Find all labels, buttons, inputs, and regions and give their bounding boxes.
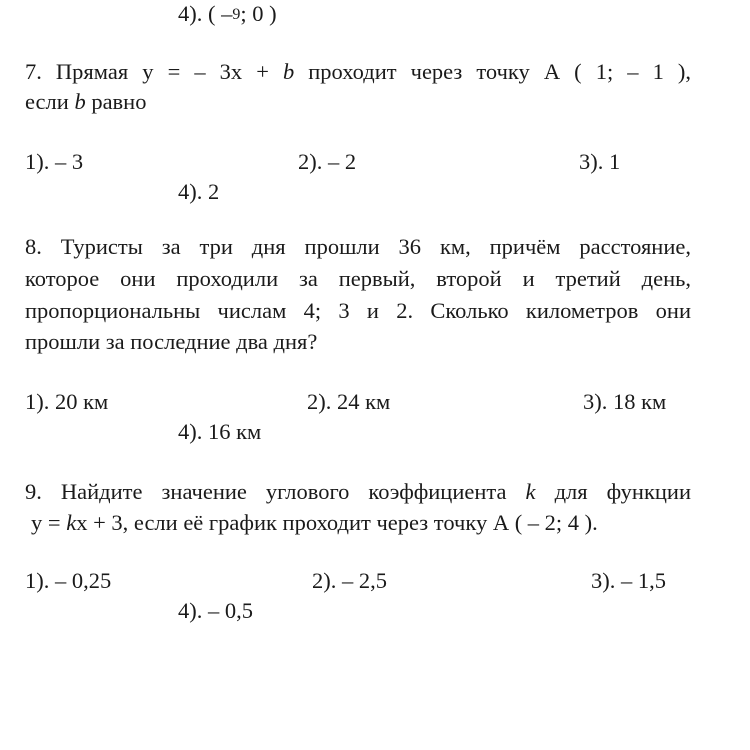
q8-option-3: 3). 18 км bbox=[583, 389, 667, 414]
q9-line2-variable-k: k bbox=[66, 510, 77, 535]
q9-line1-part-a: 9. Найдите значение углового коэффициента bbox=[25, 479, 507, 504]
q7-option-3: 3). 1 bbox=[579, 149, 621, 174]
q7-line1-variable-b: b bbox=[282, 59, 295, 84]
q7-text-line-2 bbox=[25, 91, 146, 114]
option-text-after: ; 0 ) bbox=[240, 1, 277, 26]
q8-text-line-3: пропорциональны числам 4; 3 и 2. Сколько километров они bbox=[25, 298, 691, 323]
q7-option-4: 4). 2 bbox=[178, 179, 220, 204]
q8-option-4: 4). 16 км bbox=[178, 419, 262, 444]
option-text-small: 9 bbox=[232, 6, 241, 23]
q9-line1-part-c: для функции bbox=[554, 479, 691, 504]
q8-option-2: 2). 24 км bbox=[307, 389, 391, 414]
q9-option-2: 2). – 2,5 bbox=[312, 568, 387, 593]
q8-option-1: 1). 20 км bbox=[25, 389, 109, 414]
q9-line2-part-a: y = bbox=[31, 510, 61, 535]
q9-option-3: 3). – 1,5 bbox=[591, 568, 666, 593]
q9-option-1: 1). – 0,25 bbox=[25, 568, 112, 593]
q9-text-line-1 bbox=[25, 481, 691, 504]
q9-text-line-2 bbox=[31, 512, 598, 535]
q9-line2-part-c: x + 3, если её график проходит через точку А ( – 2; 4 ). bbox=[76, 510, 598, 535]
q7-line2-variable-b: b bbox=[74, 89, 86, 114]
q8-text-line-1: 8. Туристы за три дня прошли 36 км, причём расстояние, bbox=[25, 234, 691, 259]
q7-line2-part-c: равно bbox=[91, 89, 147, 114]
previous-option-4 bbox=[178, 3, 277, 26]
q7-option-2: 2). – 2 bbox=[298, 149, 357, 174]
q7-line2-part-a: если bbox=[25, 89, 69, 114]
q8-text-line-4: прошли за последние два дня? bbox=[25, 329, 318, 354]
option-text-before: ( – bbox=[208, 1, 233, 26]
q7-option-1: 1). – 3 bbox=[25, 149, 84, 174]
q9-line1-variable-k: k bbox=[525, 479, 536, 504]
option-label: 4). bbox=[178, 1, 203, 26]
q7-line1-part-a: 7. Прямая y = – 3x + bbox=[25, 59, 269, 84]
q7-text-line-1 bbox=[25, 61, 691, 84]
q9-option-4: 4). – 0,5 bbox=[178, 598, 253, 623]
q8-text-line-2: которое они проходили за первый, второй и третий день, bbox=[25, 266, 691, 291]
q7-line1-part-c: проходит через точку А ( 1; – 1 ), bbox=[308, 59, 691, 84]
